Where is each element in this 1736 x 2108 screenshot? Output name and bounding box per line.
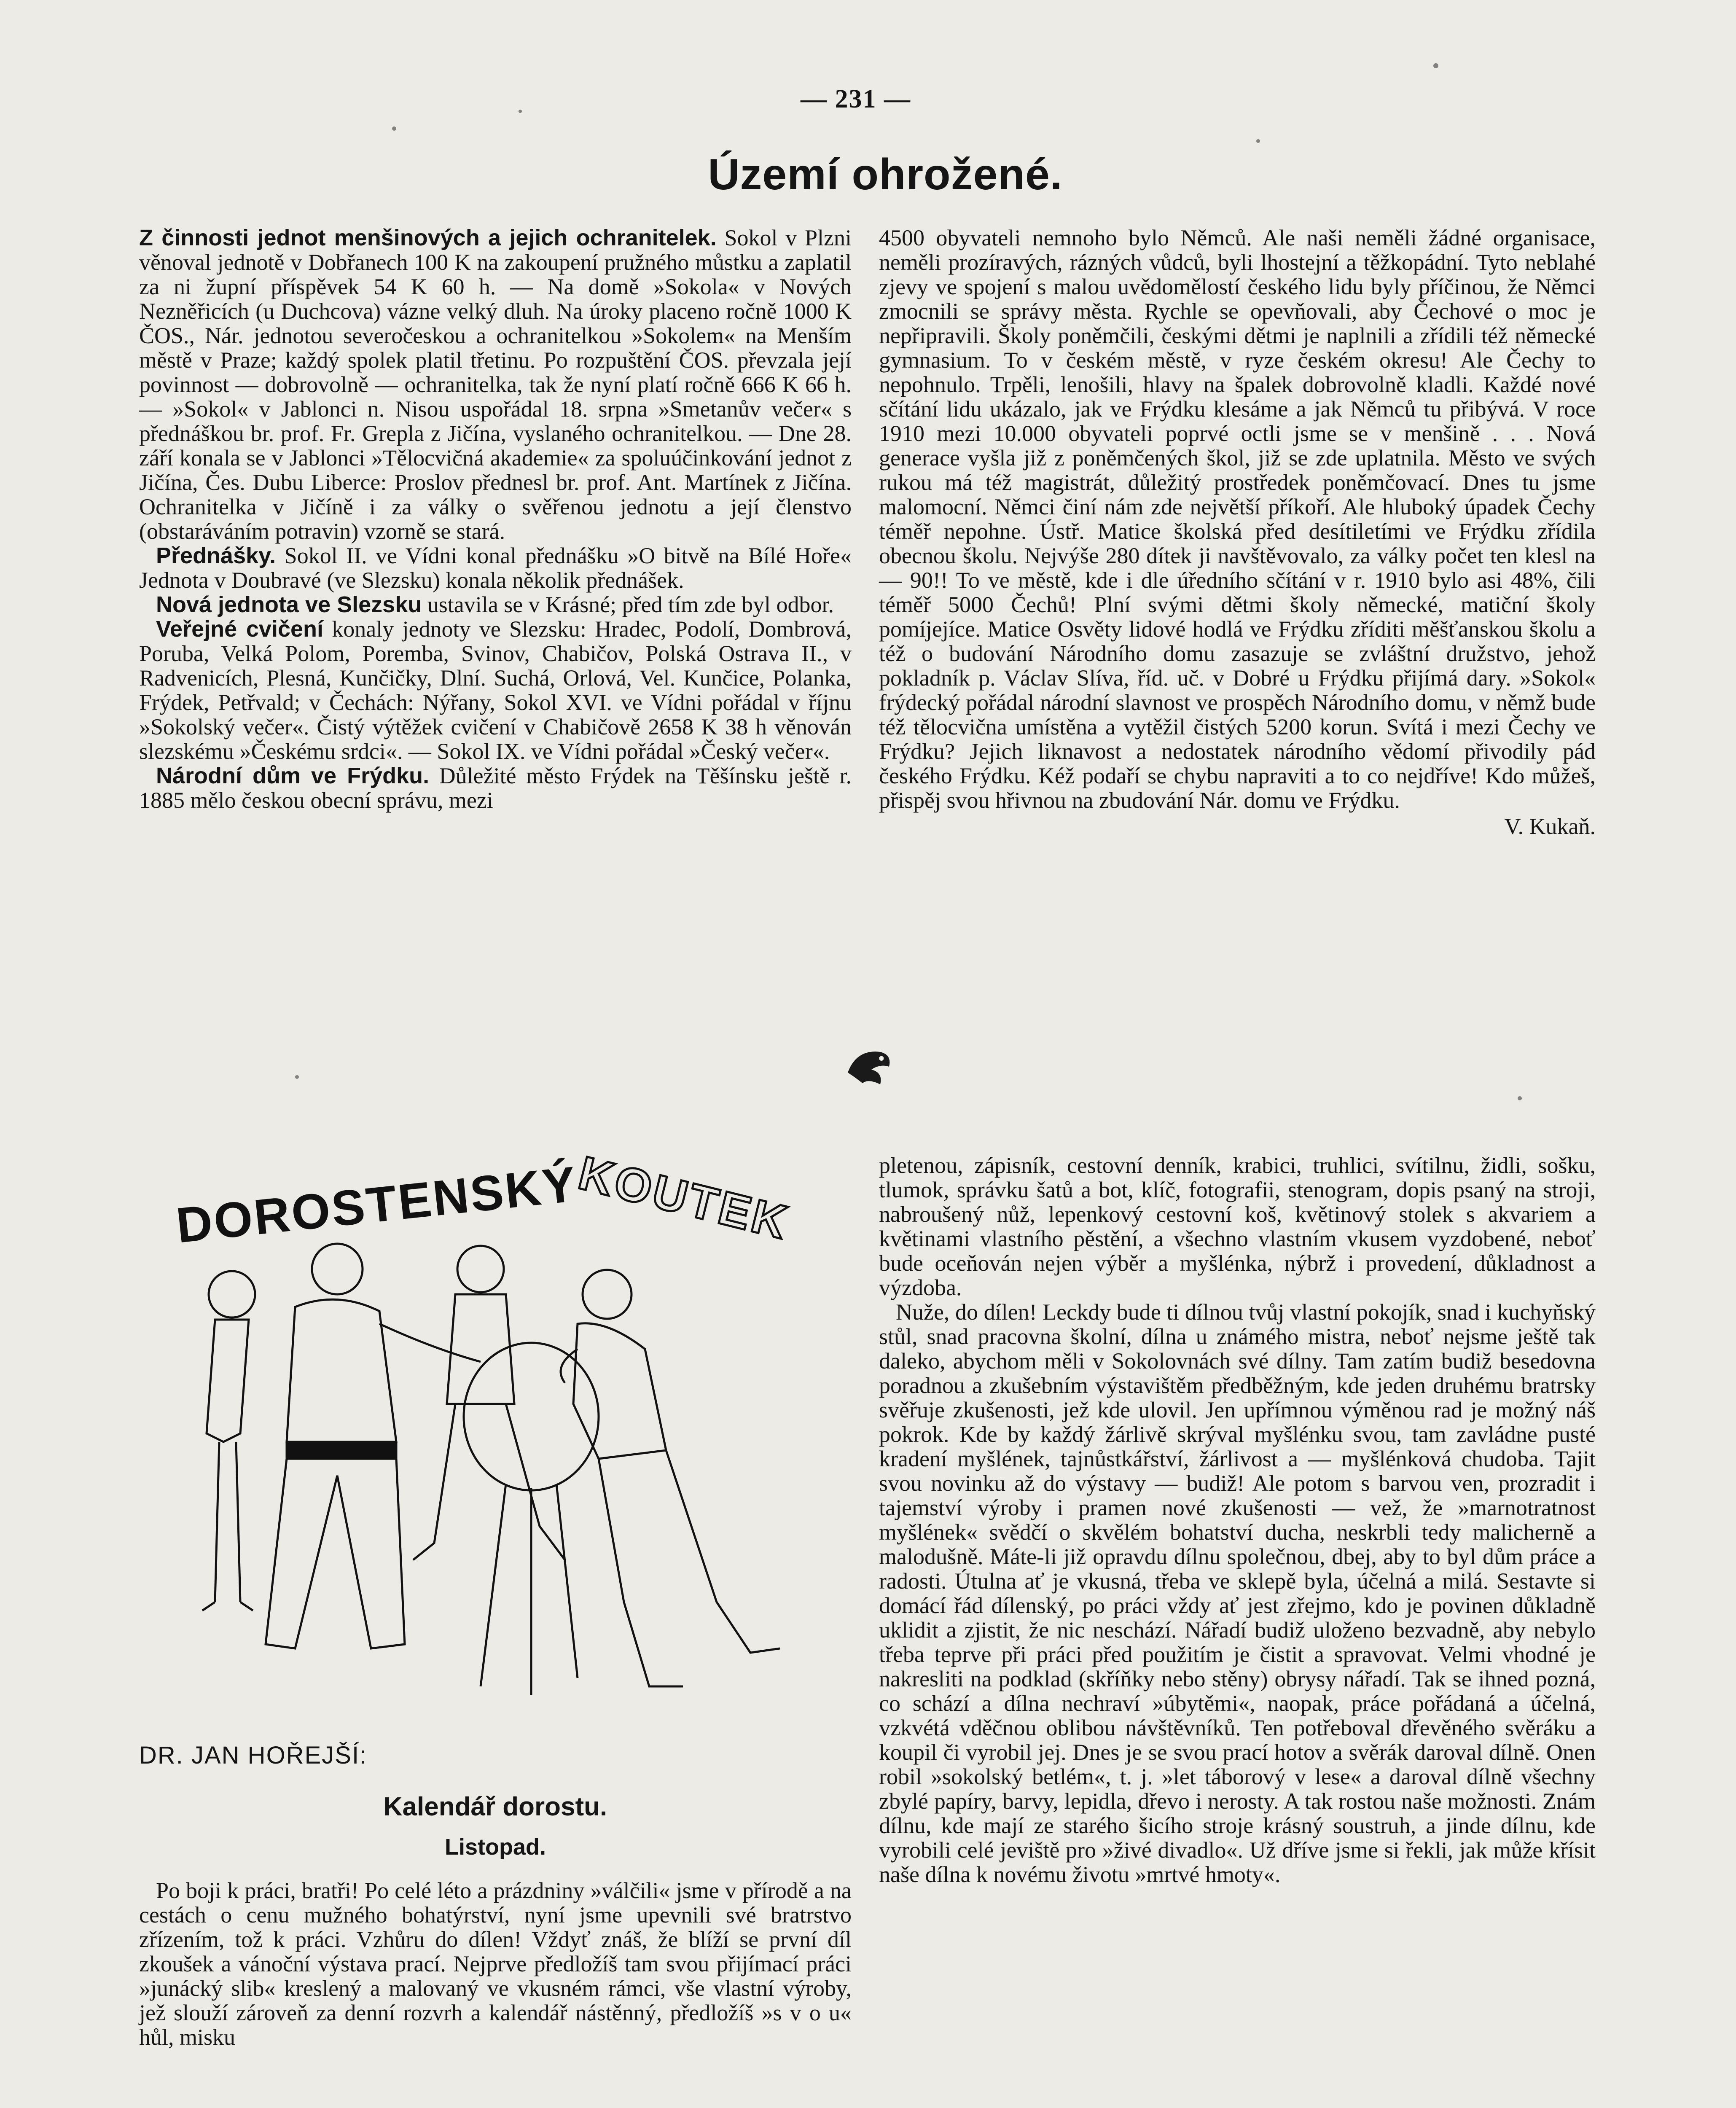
boys-with-pommel-horse-illustration xyxy=(160,1223,835,1737)
calendar-title: Kalendář dorostu. xyxy=(383,1792,607,1821)
article-signature: V. Kukaň. xyxy=(1504,814,1596,839)
falcon-ornament-icon xyxy=(839,1037,898,1096)
calendar-month: Listopad. xyxy=(445,1834,546,1860)
calendar-paragraph: pletenou, zápisník, cestovní denník, krabici, truhlici, svítilnu, židli, sošku, tlumok, správku šatů a bot, klíč, fotografii, stenogram, dopis psaný na stroji, nabroušený nůž, lepenkový cestovní koš, květinový stolek s akvariem a květinami vlastního pěstění, a všechno vlastním vkusem vyzdobené, neboť bude oceňován nejen výběr a myšlénka, nýbrž i provedení, důkladnost a výzdoba. xyxy=(879,1153,1596,1300)
article-paragraph: Nová jednota ve Slezsku ustavila se v Krásné; před tím zde byl odbor. xyxy=(156,592,834,617)
calendar-left-column xyxy=(139,1878,852,2049)
article-paragraph: Z činnosti jednot menšinových a jejich ochranitelek. Sokol v Plzni věnoval jednotě v Dobřanech 100 K na zakoupení pružného můstku a zaplatil za ni župní příspěvek 54 K 60 h. — Na domě »Sokola« v Nových Nezněřicích (u Duchcova) vázne velký dluh. Na úroky placeno ročně 1000 K ČOS., Nár. jednotou severočeskou a ochranitelkou »Sokolem« na Menším městě v Praze; každý spolek platil třetinu. Po rozpuštění ČOS. převzala její povinnost — dobrovolně — ochranitelka, tak že nyní platí ročně 666 K 66 h. — »Sokol« v Jablonci n. Nisou uspořádal 18. srpna »Smetanův večer« s přednáškou br. prof. Fr. Grepla z Jičína, vyslaného ochranitelkou. — Dne 28. září konala se v Jablonci »Tělocvičná akademie« za spoluúčinkování jednot z Jičína, Čes. Dubu Liberce: Proslov přednesl br. prof. Ant. Martínek z Jičína. Ochranitelka v Jičíně i za války o svěřenou jednotu a její členstvo (obstaráváním potravin) vzorně se stará. xyxy=(139,225,852,544)
corner-title-main: DOROSTENSKÝ xyxy=(173,1156,580,1254)
article-left-column xyxy=(139,226,852,812)
article-paragraph: Veřejné cvičení konaly jednoty ve Slezsku: Hradec, Podolí, Dombrová, Poruba, Velká Polom, Poremba, Svinov, Chabičov, Polská Ostrava II., v Radvenicích, Plesná, Kunčičky, Dlní. Suchá, Orlová, Vel. Kunčice, Polanka, Frýdek, Petřvald; v Čechách: Nýřany, Sokol XVI. ve Vídni pořádal v říjnu »Sokolský večer«. Čistý výtěžek cvičení v Chabičově 2658 K 38 h věnován slezskému »Českému srdci«. — Sokol IX. ve Vídni pořádal »Český večer«. xyxy=(139,616,852,764)
calendar-right-column xyxy=(879,1153,1596,1887)
article-paragraph: Národní dům ve Frýdku. Důležité město Frýdek na Těšínsku ještě r. 1885 mělo českou obecní správu, mezi xyxy=(139,763,852,813)
article-right-column xyxy=(879,226,1596,839)
article-paragraph: Přednášky. Sokol II. ve Vídni konal přednášku »O bitvě na Bílé Hoře« Jednota v Doubravé (ve Slezsku) konala několik přednášek. xyxy=(139,543,852,593)
section-title: Území ohrožené. xyxy=(708,150,1063,199)
author-name: DR. JAN HOŘEJŠÍ: xyxy=(139,1742,368,1769)
calendar-paragraph: Po boji k práci, bratři! Po celé léto a prázdniny »válčili« jsme v přírodě a na cestách o cenu mužného bohatýrství, nyní jsme upevnili své bratrstvo zřízením, tož k práci. Vzhůru do dílen! Vždyť znáš, že blíží se první díl zkoušek a vánoční výstava prací. Nejprve předložíš tam svou přijímací práci »junácký slib« kreslený a malovaný ve vkusném rámci, vše vlastní výroby, jež slouží zároveň za denní rozvrh a kalendář nástěnný, předložíš »s v o u« hůl, misku xyxy=(139,1878,852,2050)
article-paragraph: 4500 obyvateli nemnoho bylo Němců. Ale naši neměli žádné organisace, neměli prozíravých, rázných vůdců, byli lhostejní a těžkopádní. Tyto neblahé zjevy ve spojení s malou uvědomělostí českého lidu byly příčinou, že Němci zmocnili se správy města. Rychle se opevňovali, aby Čechové o moc je nepřipravili. Školy poněmčili, českými dětmi je naplnili a zřídili též německé gymnasium. To v českém městě, v ryze českém okresu! Ale Čechy to nepohnulo. Trpěli, lenošili, hlavy na špalek dobrovolně kladli. Každé nové sčítání lidu ukázalo, jak ve Frýdku klesáme a jak Němců tu přibývá. V roce 1910 mezi 10.000 obyvateli poprvé octli jsme se v menšině . . . Nová generace vyšla již z poněmčených škol, již se zde uplatnila. Město ve svých rukou má též magistrát, důležitý prostředek poněmčovací. Dnes tu jsme malomocní. Němci činí nám zde největší příkoří. Ale hluboký úpadek Čechy téměř nepohne. Ústř. Matice školská před desítiletími ve Frýdku zřídila obecnou školu. Nejvýše 280 dítek ji navštěvovalo, za války počet ten klesl na — 90!! To ve městě, kde i dle úředního sčítání v r. 1910 bylo asi 48%, čili téměř 5000 Čechů! Plní svými dětmi školy německé, matiční školy pomíjejíce. Matice Osvěty lidové hodlá ve Frýdku zříditi měšťanskou školu a též o budování Národního domu zasazuje se zvláštní družstvo, jehož pokladník p. Václav Slíva, říd. uč. v Dobré u Frýdku přijímá dary. »Sokol« frýdecký pořádal národní slavnost ve prospěch Národního domu, v němž bude též tělocvična umístěna a vytěžil čistých 5200 korun. Svítá i mezi Čechy ve Frýdku? Jejich liknavost a nedostatek národního vědomí přivodily pád českého Frýdku. Kéž podaří se chybu napraviti a to co nejdříve! Kdo můžeš, přispěj svou hřivnou na zbudování Nár. domu ve Frýdku. xyxy=(879,225,1596,813)
corner-title-sub: KOUTEK xyxy=(573,1146,795,1250)
calendar-paragraph: Nuže, do dílen! Leckdy bude ti dílnou tvůj vlastní pokojík, snad i kuchyňský stůl, snad pracovna školní, dílna u známého mistra, neboť nejsme ještě tak daleko, abychom měli v Sokolovnách své dílny. Tam zatím budiž besedovna poradnou a zkušebním výstavištěm předběžným, kde jeden druhému bratrsky svěřuje zkušenosti, jež kde ulovil. Jen upřímnou výměnou rad je možný náš pokrok. Kde by každý žárlivě skrýval myšlénku svou, tam zavládne pusté kradení myšlének, tajnůstkářství, žárlivost a — myšlénková chudoba. Tajit svou novinku až do výstavy — budiž! Ale potom s barvou ven, prozradit i tajemství výroby i pramen nové zkušenosti — vež, že »marnotratnost myšlének« svědčí o skvělém bohatství ducha, neskrbli tedy malicherně a malodušně. Máte-li již opravdu dílnu společnou, dbej, aby to byl dům práce a radosti. Útulna ať je vkusná, třeba ve sklepě byla, účelná a milá. Sestavte si domácí řád dílenský, po práci vždy ať jest zřejmo, kdo je povinen důkladně uklidit a zjistit, že nic neschází. Nářadí budiž uloženo bezvadně, aby nebylo třeba teprve při práci před použitím je čistit a spravovat. Velmi vhodné je nakresliti na podklad (skříňky nebo stěny) obrysy nářadí. Tak se ihned pozná, co schází a dílna nechraví »úbytěmi«, naopak, práce pořádaná a účelná, vzkvétá vděčnou oblibou návštěvníků. Ten potřeboval dřevěného svěráku a koupil či vyrobil jej. Dnes je se svou prací hotov a svěrák daroval dílně. Onen robil »sokolský betlém«, t. j. »let táborový v lese« a daroval dílně všechny zbylé papíry, barvy, lepidla, dřevo i nerosty. A tak rostou naše možnosti. Znám dílnu, kde mají ze starého šicího stroje krásný soustruh, a jinde dílnu, kde vyrobili celé jeviště pro »živé divadlo«. Už dříve jsme si řekli, jak může křísit naše dílna k novému životu »mrtvé hmoty«. xyxy=(879,1299,1596,1887)
page-number: — 231 — xyxy=(801,85,911,113)
